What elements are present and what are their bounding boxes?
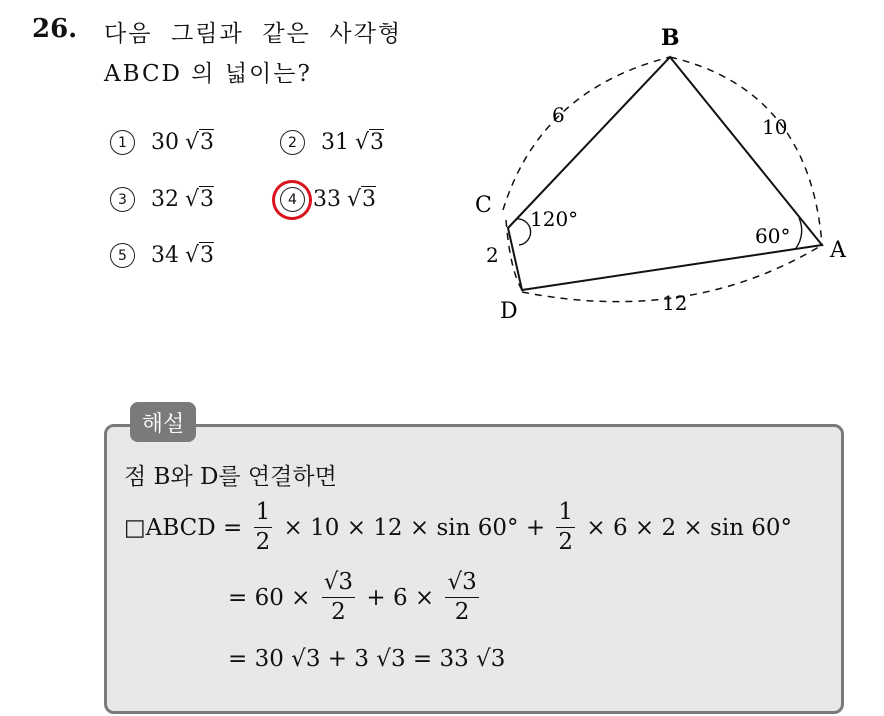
question-line-1: 다음 그림과 같은 사각형: [104, 21, 403, 47]
solution-tag: 해설: [130, 402, 196, 442]
solution-line-2: [228, 570, 483, 626]
question-line-2: ABCD 의 넓이는?: [104, 61, 312, 87]
solution-line-1-part1: × 10 × 12 × sin 60° +: [276, 514, 553, 541]
side-label-cb: 6: [552, 103, 565, 127]
fraction-one-half-b: $\frac{1}{2}$: [558, 499, 574, 556]
choice-5-coef: 34: [151, 243, 179, 268]
solution-line-3: = 30 √3 + 3 √3 = 33 √3: [228, 646, 506, 672]
fraction-sqrt3-over-2-b: $\frac{√3}{2}$: [447, 569, 477, 626]
solution-line-1: [124, 500, 792, 556]
choice-3-coef: 32: [151, 187, 179, 212]
selected-answer-mark: [269, 177, 315, 223]
solution-line-1-lhs: □ABCD =: [124, 514, 250, 541]
angle-arc-c: [516, 219, 531, 245]
angle-label-a: 60°: [755, 224, 791, 248]
side-label-ba: 10: [762, 115, 788, 139]
choice-3-radical: √3: [185, 187, 215, 212]
fraction-sqrt3-over-2-a: $\frac{√3}{2}$: [323, 569, 354, 626]
choice-5[interactable]: [110, 243, 214, 268]
choice-3-marker: 3: [110, 187, 135, 212]
choice-2-radical: √3: [355, 130, 385, 155]
dashed-arc-cb: [503, 57, 670, 210]
side-label-cd: 2: [486, 243, 499, 267]
choice-2[interactable]: [280, 130, 384, 155]
choice-4-marker: 4: [280, 187, 305, 212]
choice-2-marker: 2: [280, 130, 305, 155]
quadrilateral-abcd: [508, 57, 822, 290]
choice-1-coef: 30: [151, 130, 179, 155]
choice-5-marker: 5: [110, 243, 135, 268]
choice-4-radical: √3: [347, 187, 377, 212]
fraction-one-half-a: $\frac{1}{2}$: [255, 499, 271, 556]
solution-line-1-part2: × 6 × 2 × sin 60°: [579, 514, 793, 541]
choice-1-radical: √3: [185, 130, 215, 155]
choice-2-coef: 31: [321, 130, 349, 155]
angle-label-c: 120°: [530, 207, 579, 231]
choice-3[interactable]: [110, 187, 214, 212]
solution-line-2-b: + 6 ×: [359, 584, 442, 611]
solution-line-2-a: = 60 ×: [228, 584, 318, 611]
choice-1[interactable]: [110, 130, 214, 155]
angle-arc-a: [796, 218, 802, 248]
question-number: 26.: [32, 14, 78, 44]
vertex-label-b: B: [661, 25, 680, 51]
vertex-label-d: D: [500, 299, 518, 324]
choice-5-radical: √3: [185, 243, 215, 268]
solution-intro: 점 B와 D를 연결하면: [124, 464, 337, 490]
side-label-da: 12: [662, 291, 688, 315]
vertex-label-a: A: [830, 238, 846, 263]
question-text: [104, 14, 402, 94]
vertex-label-c: C: [475, 193, 492, 218]
choice-4-coef: 33: [313, 187, 341, 212]
choice-1-marker: 1: [110, 130, 135, 155]
quadrilateral-figure: [440, 10, 880, 330]
